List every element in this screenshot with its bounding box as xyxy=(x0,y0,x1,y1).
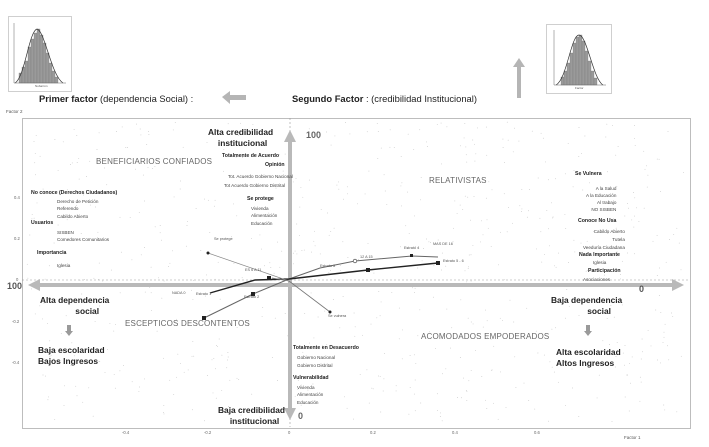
right-axis-subtitle xyxy=(556,347,621,369)
label-12-a-15: 12 A 15 xyxy=(360,255,373,259)
primer-factor-rest: (dependencia Social) : xyxy=(97,93,194,104)
top-axis-title-line2: institucional xyxy=(217,137,268,148)
right-header-se-vulnera: Se Vulnera xyxy=(575,171,602,177)
histogram-factor1-label: Nubarrón xyxy=(35,84,48,88)
center-list-desacuerdo xyxy=(297,354,335,371)
left-list-no-conoce xyxy=(57,198,98,220)
center-header-vulnerabilidad: Vulnerabilidad xyxy=(293,375,329,381)
bottom-axis-title-line1: Baja credibilidad xyxy=(218,405,286,415)
right-axis-title-line2: social xyxy=(587,305,611,316)
left-axis-value: 100 xyxy=(7,281,23,291)
left-axis-subtitle-line2: Bajos Ingresos xyxy=(38,355,99,366)
right-item: Cabildo Abierto xyxy=(593,229,625,234)
center-header-opinion: Opinión xyxy=(265,162,285,168)
axis-arrow-left-icon xyxy=(28,279,40,291)
y-tick-3: 0 xyxy=(16,277,19,282)
axis-arrow-right-icon xyxy=(672,279,684,291)
label-mas-de-16: MAS DE 16 xyxy=(433,242,453,246)
y-tick-1: 0.4 xyxy=(14,195,20,200)
center-header-desacuerdo: Totalmente en Desacuerdo xyxy=(293,345,359,351)
quadrant-bottom-right: ACOMODADOS EMPODERADOS xyxy=(421,332,550,341)
center-item: Tot Acuerdo Gobierno Distrital xyxy=(224,183,286,189)
right-item: NO SISBEN xyxy=(591,207,617,213)
center-bottom-item: Gobierno Nacional xyxy=(297,355,336,360)
label-se-protege: Se protege xyxy=(214,237,233,241)
left-axis-title xyxy=(40,295,109,316)
center-bottom-item: Vivienda xyxy=(297,385,315,390)
factor1-axis-label: Factor 1 xyxy=(624,435,641,440)
left-item: Comedores Comunitarios xyxy=(57,237,110,243)
center-header-se-protege: Se protege xyxy=(247,196,274,202)
top-axis-value: 100 xyxy=(306,130,322,140)
right-axis-title-line1: Baja dependencia xyxy=(551,295,623,305)
x-tick-6: 0.6 xyxy=(534,430,540,435)
right-item: A la Salud xyxy=(595,186,617,191)
left-item: Referendo xyxy=(57,206,79,212)
left-header-importancia: Importancia xyxy=(37,250,67,256)
label-se-vulnera: Se vulnera xyxy=(328,314,347,318)
right-header-participacion: Participación xyxy=(588,268,621,274)
top-axis-title xyxy=(208,127,273,148)
x-tick-2: -0.2 xyxy=(204,430,212,435)
left-item: SISBEN xyxy=(57,230,74,235)
right-axis-subtitle-line2: Altos Ingresos xyxy=(556,357,615,368)
center-list-se-protege xyxy=(251,205,277,227)
x-tick-5: 0.4 xyxy=(452,430,458,435)
label-estrato-4: Estrato 4 xyxy=(404,246,420,250)
left-list-usuarios xyxy=(57,229,109,244)
primer-factor-bold: Primer factor xyxy=(39,93,98,104)
top-axis-title-line1: Alta credibilidad xyxy=(208,127,274,137)
bottom-axis-value: 0 xyxy=(298,411,304,421)
left-axis-subtitle-line1: Baja escolaridad xyxy=(38,345,105,355)
right-item-asociaciones: Asociaciones xyxy=(583,277,611,282)
axis-arrow-down-icon xyxy=(284,408,296,420)
point-estrato4 xyxy=(366,268,370,272)
y-tick-5: -0.4 xyxy=(12,360,20,365)
label-estrato-5-6: Estrato 5 - 6 xyxy=(443,259,464,263)
right-axis-value: 0 xyxy=(639,284,645,294)
center-item: Educación xyxy=(251,220,273,226)
label-es-6-a-11: ES 6 A 11 xyxy=(245,268,262,272)
y-tick-4: -0.2 xyxy=(12,319,20,324)
right-item: Al trabajo xyxy=(596,200,617,206)
down-arrow-right-icon xyxy=(584,325,592,336)
center-item: Alimentación xyxy=(251,213,278,219)
point-seprotege xyxy=(207,252,210,255)
center-bottom-item: Gobierno Distrital xyxy=(297,363,333,369)
quadrant-top-right: RELATIVISTAS xyxy=(429,176,487,185)
right-list-se-vulnera xyxy=(586,185,616,213)
center-item: Vivienda xyxy=(251,206,269,211)
center-header-acuerdo: Totalmente de Acuerdo xyxy=(222,153,280,159)
right-item: Tutela xyxy=(612,236,625,242)
right-axis-subtitle-line1: Alta escolaridad xyxy=(556,347,621,357)
left-item-iglesia: Iglesia xyxy=(57,263,71,268)
center-item: Tot. Acuerdo Gobierno Nacional xyxy=(228,174,293,179)
center-bottom-item: Educación xyxy=(297,399,319,405)
right-header-nada-importante: Nada Importante xyxy=(579,252,620,258)
right-header-conoce-no-usa: Conoce No Usa xyxy=(578,218,617,224)
label-nada-0: NADA 0 xyxy=(172,291,186,295)
center-list-acuerdo xyxy=(224,172,293,190)
x-tick-3: 0 xyxy=(288,430,291,435)
x-tick-4: 0.2 xyxy=(370,430,376,435)
y-tick-2: 0.2 xyxy=(14,236,20,241)
quadrant-bottom-left: ESCEPTICOS DESCONTENTOS xyxy=(125,319,250,328)
segundo-factor-bold: Segundo Factor xyxy=(292,93,364,104)
right-item: A la Educación xyxy=(586,193,617,199)
left-axis-title-line2: social xyxy=(75,305,100,316)
x-tick-1: -0.4 xyxy=(122,430,130,435)
point-masde16 xyxy=(410,254,413,257)
point-es6a11 xyxy=(267,276,271,280)
left-axis-title-line1: Alta dependencia xyxy=(40,295,110,305)
left-axis-subtitle xyxy=(38,345,105,367)
trajectory-protege xyxy=(208,253,289,281)
bottom-axis-title-line2: institucional xyxy=(229,415,280,426)
bottom-axis-title xyxy=(218,405,285,426)
left-header-no-conoce: No conoce (Derechos Ciudadanos) xyxy=(31,190,118,196)
left-header-usuarios: Usuarios xyxy=(31,220,54,226)
point-estrato56 xyxy=(436,261,440,265)
left-item: Derecho de Petición xyxy=(57,199,99,204)
left-item: Cabildo Abierto xyxy=(57,213,89,219)
histogram-factor2-label: Factor xyxy=(575,86,584,90)
right-item-iglesia: Iglesia xyxy=(593,260,607,265)
quadrant-top-left: BENEFICIARIOS CONFIADOS xyxy=(96,157,213,166)
factor2-axis-label: Factor 2 xyxy=(6,109,23,114)
label-estrato-1: Estrato 1 xyxy=(196,292,212,296)
point-12a15 xyxy=(353,259,357,263)
label-estrato-2: Estrato 2 xyxy=(244,295,260,299)
right-list-conoce-no-usa xyxy=(583,228,625,251)
center-list-vulnerabilidad xyxy=(297,384,323,406)
segundo-factor-rest: : (credibilidad Institucional) xyxy=(363,93,477,104)
right-axis-title xyxy=(551,295,622,316)
center-bottom-item: Alimentación xyxy=(297,392,324,398)
label-estrato-3: Estrato 3 xyxy=(320,264,336,268)
axis-arrow-up-icon xyxy=(284,130,296,142)
down-arrow-left-icon xyxy=(65,325,73,336)
right-item: Veeduría Ciudadana xyxy=(583,244,625,250)
